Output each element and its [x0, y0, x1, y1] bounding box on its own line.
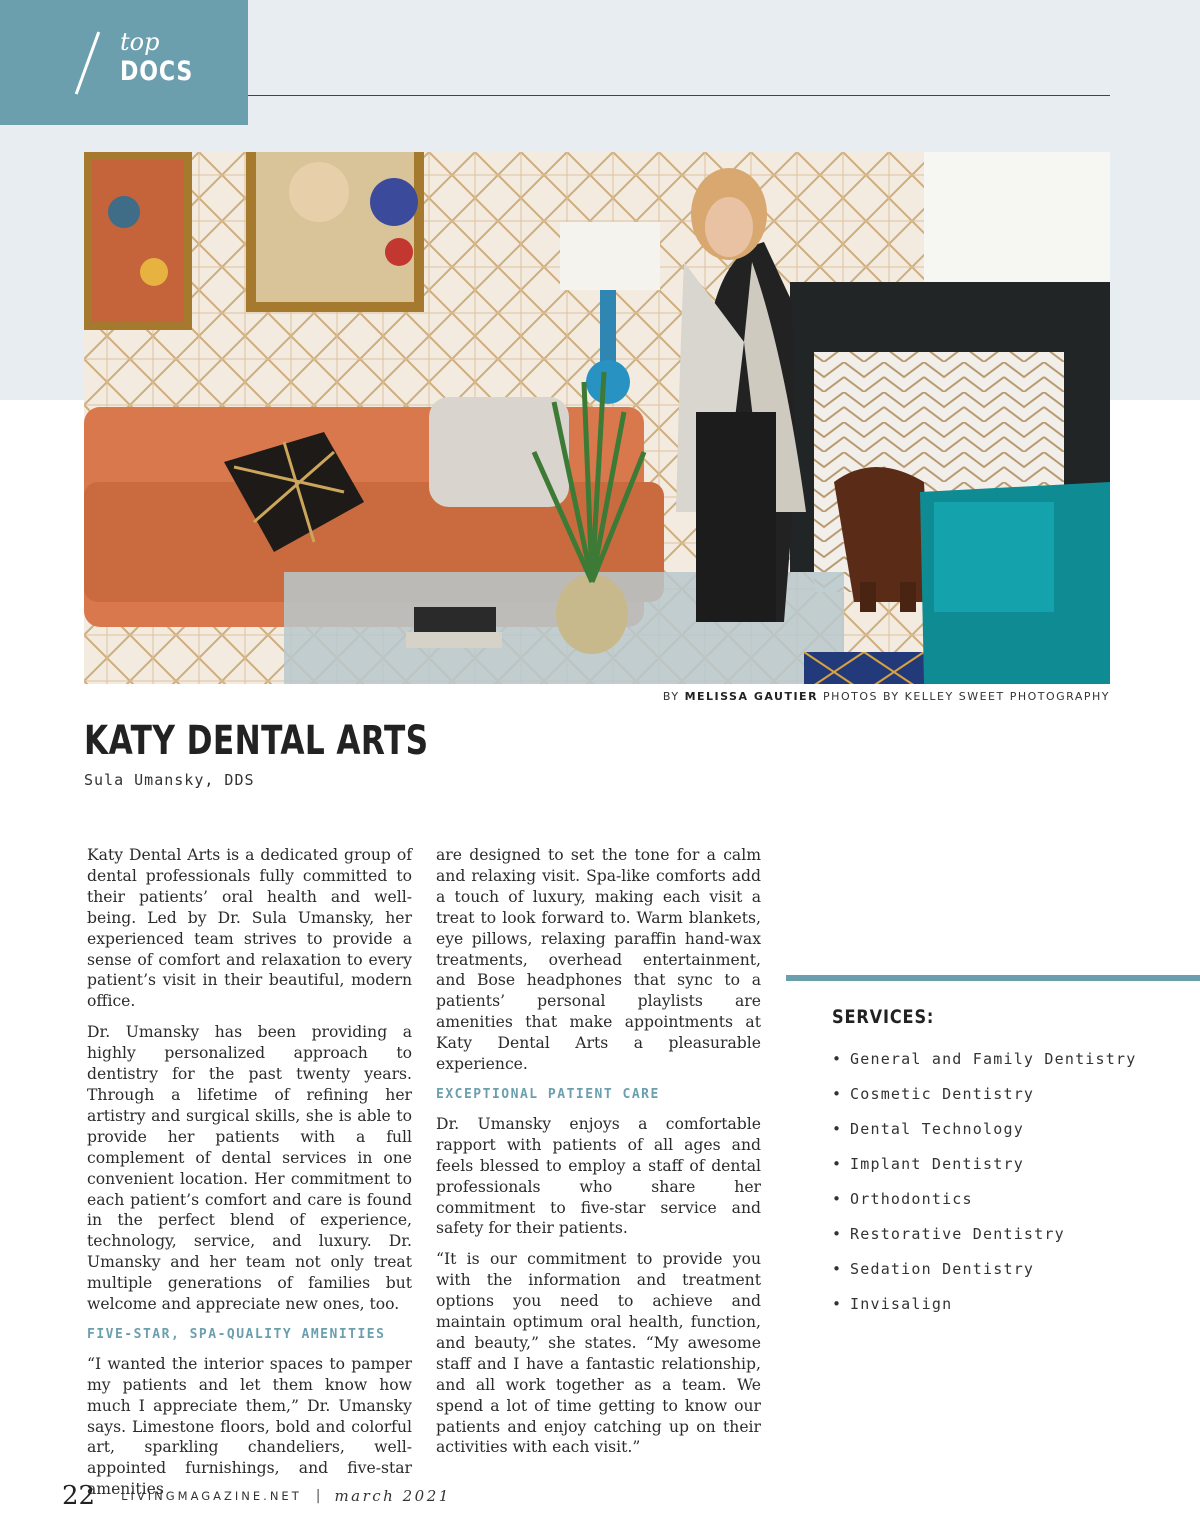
- footer-separator: |: [315, 1488, 321, 1504]
- paragraph: “I wanted the interior spaces to pamper my patients and let them know how much I appreciate them,” Dr. Umansky says. Limestone floors, bold and colorful art, sparkling chandeliers, well-appointed furnishings, and five-star amenities: [87, 1354, 412, 1499]
- paragraph: Dr. Umansky has been providing a highly personalized approach to dentistry for the past twenty years. Through a lifetime of refining her artistry and surgical skills, she is able to provide her patients with a full complement of dental services in one convenient location. Her commitment to each patient’s comfort and care is found in the perfect blend of experience, technology, service, and luxury. Dr. Umansky and her team not only treat multiple generations of families but welcome and appreciate new ones, too.: [87, 1023, 412, 1314]
- services-list: [832, 1049, 1172, 1329]
- article-subtitle: Sula Umansky, DDS: [84, 771, 255, 789]
- site-url: LIVINGMAGAZINE.NET: [121, 1489, 302, 1503]
- paragraph: are designed to set the tone for a calm and relaxing visit. Spa-like comforts add a touch of luxury, making each visit a treat to look forward to. Warm blankets, eye pillows, relaxing paraffin hand-wax treatments, overhead entertainment, and Bose headphones that sync to a patients’ personal playlists are amenities that make appointments at Katy Dental Arts a pleasurable experience.: [436, 846, 761, 1074]
- section-tag-docs: DOCS: [120, 56, 194, 87]
- article-title: KATY DENTAL ARTS: [84, 718, 429, 764]
- list-item: • Implant Dentistry: [832, 1154, 1172, 1189]
- article-column-2: [436, 845, 761, 1468]
- page-footer: [62, 1478, 451, 1514]
- section-tag: [0, 0, 248, 125]
- list-item: • Sedation Dentistry: [832, 1259, 1172, 1294]
- credit-author: MELISSA GAUTIER: [684, 690, 819, 703]
- photo-credit: [663, 690, 1110, 703]
- header-rule: [248, 95, 1110, 96]
- section-heading: EXCEPTIONAL PATIENT CARE: [436, 1086, 660, 1102]
- list-item: • Orthodontics: [832, 1189, 1172, 1224]
- page-number: 22: [62, 1481, 96, 1511]
- credit-by: BY: [662, 690, 680, 703]
- list-item: • Restorative Dentistry: [832, 1224, 1172, 1259]
- list-item: • General and Family Dentistry: [832, 1049, 1172, 1084]
- credit-photos: PHOTOS BY KELLEY SWEET PHOTOGRAPHY: [823, 690, 1110, 703]
- list-item: • Dental Technology: [832, 1119, 1172, 1154]
- services-box: [832, 1006, 1172, 1329]
- list-item: • Invisalign: [832, 1294, 1172, 1329]
- section-heading: FIVE-STAR, SPA-QUALITY AMENITIES: [87, 1326, 386, 1342]
- services-rule: [786, 975, 1200, 981]
- section-tag-top: top: [120, 28, 160, 56]
- issue-date: march 2021: [334, 1487, 451, 1505]
- paragraph: Katy Dental Arts is a dedicated group of dental professionals fully committed to their patients’ oral health and well-being. Led by Dr. Sula Umansky, her experienced team strives to provide a sense of comfort and relaxation to every patient’s visit in their beautiful, modern office.: [87, 846, 412, 1011]
- slash-mark: [75, 31, 100, 94]
- hero-photo: [84, 152, 1110, 684]
- paragraph: “It is our commitment to provide you with the information and treatment options you need to achieve and maintain optimum oral health, function, and beauty,” she states. “My awesome staff and I have a fantastic relationship, and all work together as a team. We spend a lot of time getting to know our patients and enjoy catching up on their activities with each visit.”: [436, 1250, 761, 1457]
- list-item: • Cosmetic Dentistry: [832, 1084, 1172, 1119]
- paragraph: Dr. Umansky enjoys a comfortable rapport with patients of all ages and feels blessed to employ a staff of dental professionals who share her commitment to five-star service and safety for their patients.: [436, 1114, 761, 1238]
- article-column-1: [87, 845, 412, 1510]
- services-heading: SERVICES:: [832, 1006, 935, 1028]
